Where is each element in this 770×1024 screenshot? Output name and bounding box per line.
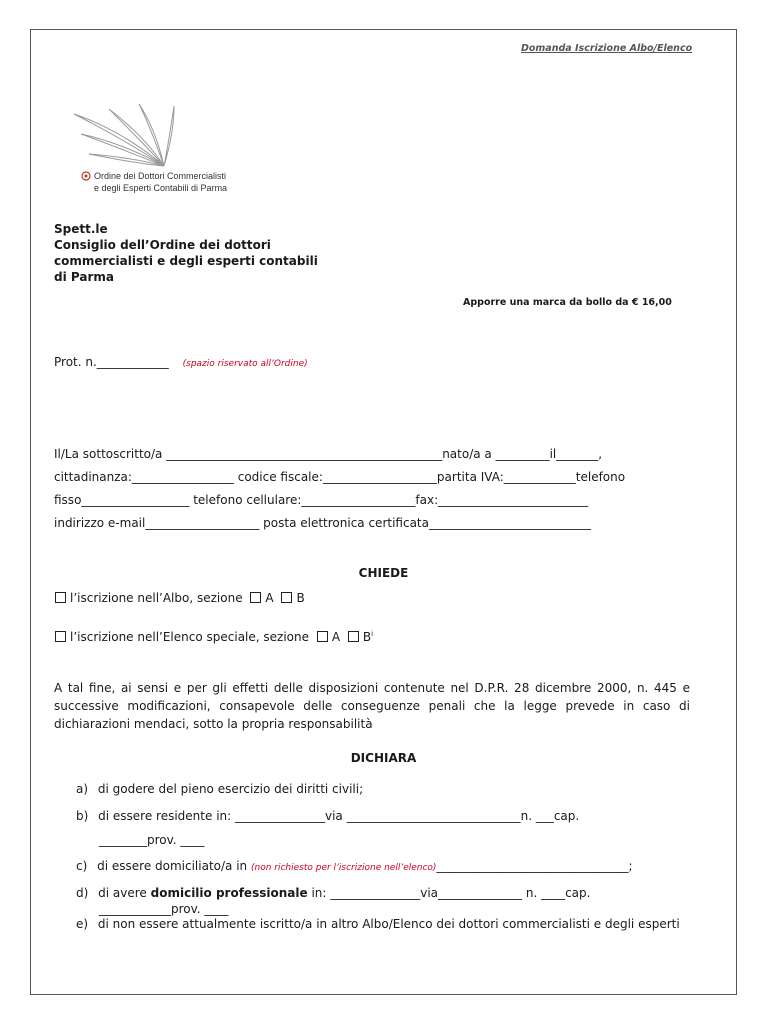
logo-line-1: Ordine dei Dottori Commercialisti xyxy=(94,171,227,181)
section-heading-dichiara: DICHIARA xyxy=(350,751,417,765)
list-marker-d: d) xyxy=(76,886,89,900)
seal-icon xyxy=(81,171,91,181)
list-item-d[interactable] xyxy=(76,886,590,900)
list-text-c-after: ________________________________; xyxy=(436,859,633,873)
option-albo xyxy=(54,591,305,605)
applicant-line-email[interactable]: indirizzo e-mail___________________ posta elettronica certificata___________________________ xyxy=(54,516,591,530)
elenco-section-a-checkbox[interactable] xyxy=(317,631,328,642)
list-marker-a: a) xyxy=(76,782,89,796)
list-item-a xyxy=(76,782,363,796)
document-type-header: Domanda Iscrizione Albo/Elenco xyxy=(521,43,693,54)
elenco-section-a-label: A xyxy=(331,630,341,644)
list-bold-d: domicilio professionale xyxy=(150,886,308,900)
list-note-c: (non richiesto per l’iscrizione nell’elenco) xyxy=(250,863,437,873)
albo-section-b-checkbox[interactable] xyxy=(281,592,292,603)
protocol-number-field xyxy=(54,355,308,369)
recipient-line-1: Spett.le xyxy=(54,222,108,236)
revenue-stamp-note: Apporre una marca da bollo da € 16,00 xyxy=(463,297,672,308)
document-page xyxy=(30,29,737,995)
list-marker-b: b) xyxy=(76,809,89,823)
albo-checkbox[interactable] xyxy=(55,592,66,603)
protocol-label: Prot. n.____________ xyxy=(54,355,169,369)
elenco-section-b-checkbox[interactable] xyxy=(348,631,359,642)
albo-section-a-label: A xyxy=(265,591,274,605)
list-item-b[interactable] xyxy=(76,809,579,823)
list-marker-c: c) xyxy=(76,859,88,873)
elenco-checkbox[interactable] xyxy=(55,631,66,642)
recipient-block xyxy=(54,221,374,285)
recipient-line-3: commercialisti e degli esperti contabili xyxy=(54,254,318,268)
elenco-section-b-label: B xyxy=(362,630,372,644)
list-text-d-after: in: _______________via______________ n. ____cap. xyxy=(311,886,591,900)
elenco-label: l’iscrizione nell’Elenco speciale, sezione xyxy=(70,630,309,644)
applicant-line-fiscal[interactable]: cittadinanza:_________________ codice fiscale:___________________partita IVA:____________telefono xyxy=(54,470,626,484)
list-text-d-continued[interactable]: ____________prov. ____ xyxy=(99,902,229,916)
applicant-line-name[interactable]: Il/La sottoscritto/a ______________________________________________nato/a a _________il_______, xyxy=(54,447,603,461)
list-item-c[interactable] xyxy=(76,859,633,873)
list-text-c: di essere domiciliato/a in xyxy=(97,859,248,873)
list-text-d: di avere xyxy=(98,886,147,900)
albo-section-a-checkbox[interactable] xyxy=(250,592,261,603)
list-marker-e: e) xyxy=(76,917,89,931)
protocol-reserved-note: (spazio riservato all’Ordine) xyxy=(182,359,308,369)
albo-label: l’iscrizione nell’Albo, sezione xyxy=(70,591,243,605)
list-text-e: di non essere attualmente iscritto/a in altro Albo/Elenco dei dottori commercialisti e degli esperti xyxy=(97,917,680,931)
order-logo xyxy=(69,104,229,204)
section-heading-chiede: CHIEDE xyxy=(358,566,409,580)
recipient-line-4: di Parma xyxy=(54,270,114,284)
recipient-line-2: Consiglio dell’Ordine dei dottori xyxy=(54,238,271,252)
list-text-b: di essere residente in: _______________via _____________________________n. ___cap. xyxy=(98,809,580,823)
logo-line-2: e degli Esperti Contabili di Parma xyxy=(94,183,228,193)
applicant-line-phone[interactable]: fisso__________________ telefono cellulare:___________________fax:_________________________ xyxy=(54,493,589,507)
albo-section-b-label: B xyxy=(296,591,305,605)
logo-caption xyxy=(81,170,227,194)
option-elenco xyxy=(54,630,373,644)
footnote-marker[interactable]: i xyxy=(371,630,374,638)
declaration-paragraph: A tal fine, ai sensi e per gli effetti delle disposizioni contenute nel D.P.R. 28 dicembre 2000, n. 445 e successive modificazioni, consapevole delle conseguenze penali che la legge prevede in caso di dichiarazioni mendaci, sotto la propria responsabilità xyxy=(54,681,690,731)
list-text-a: di godere del pieno esercizio dei diritti civili; xyxy=(97,782,364,796)
leaves-logo-icon xyxy=(69,104,219,174)
list-item-e xyxy=(76,917,680,931)
list-text-b-continued[interactable]: ________prov. ____ xyxy=(99,833,205,847)
